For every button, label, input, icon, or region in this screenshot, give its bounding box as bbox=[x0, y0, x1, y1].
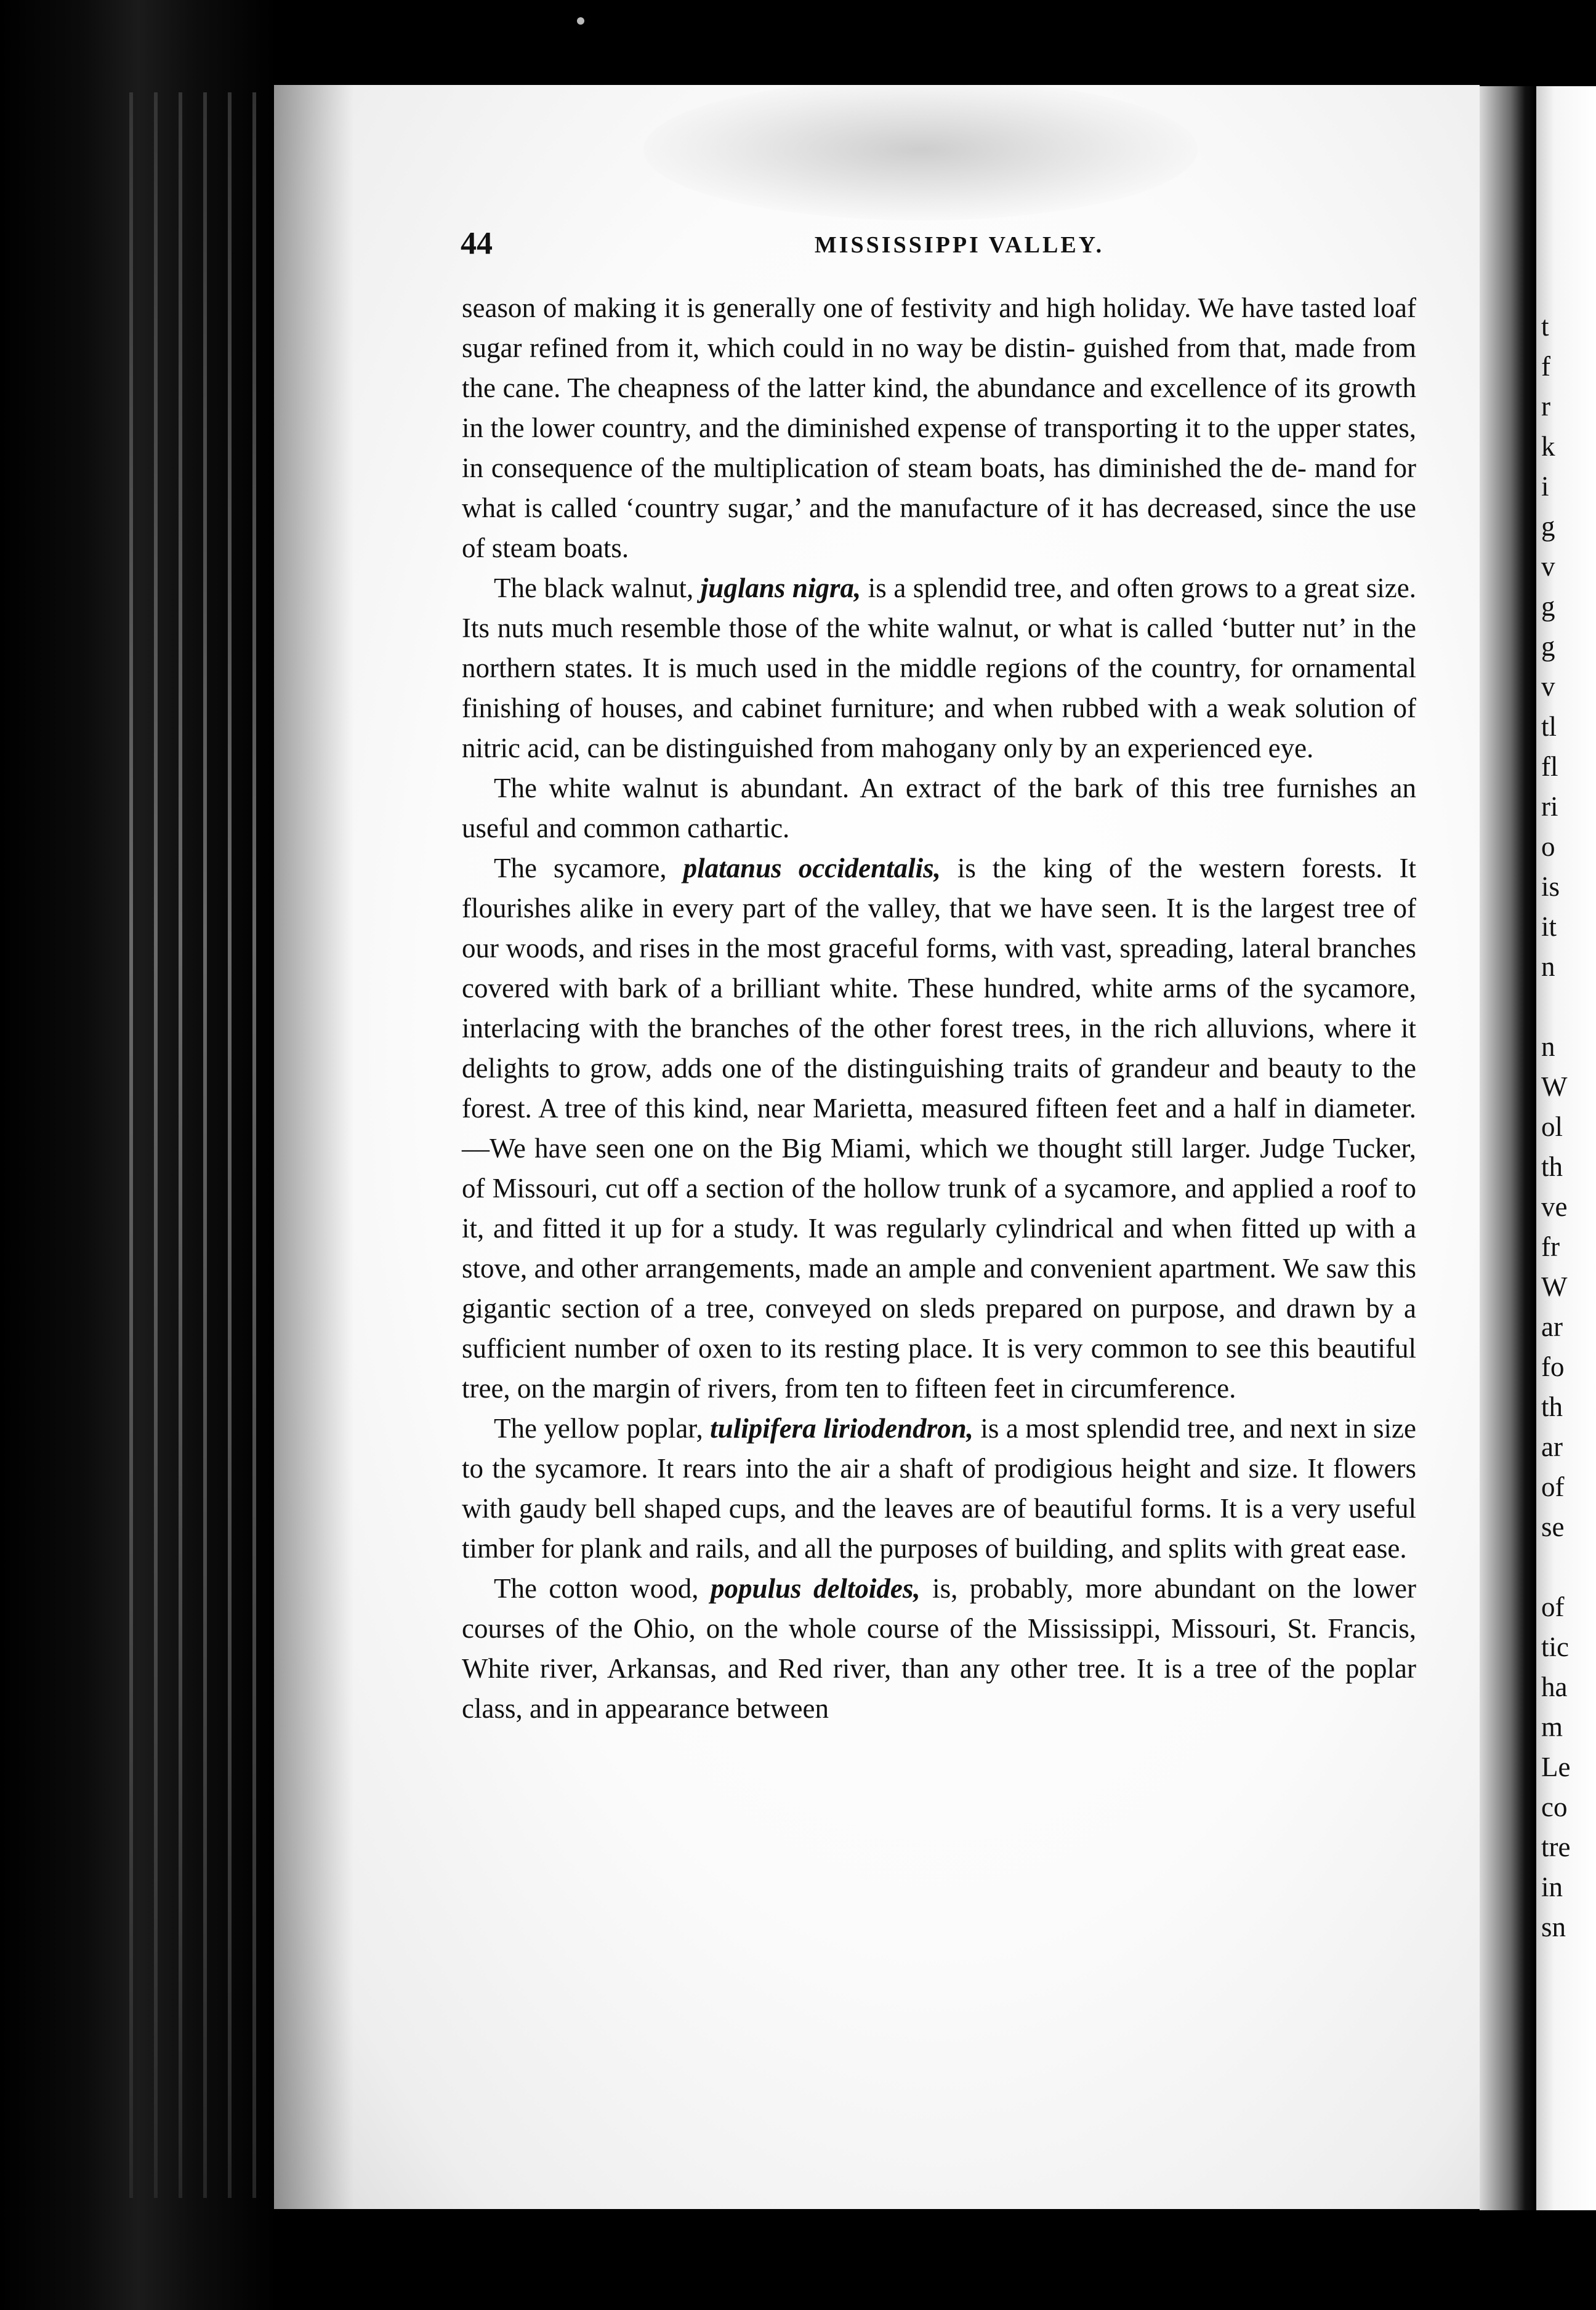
text-line: and the diminished expense of transporting it to the upper states, in bbox=[462, 412, 1416, 483]
paragraph-yellow-poplar bbox=[462, 1409, 1416, 1569]
facing-page-fragment: Le bbox=[1541, 1752, 1571, 1782]
facing-page-fragment bbox=[1541, 1547, 1596, 1587]
facing-page-fragment: of bbox=[1541, 1592, 1565, 1622]
book-gutter bbox=[1480, 86, 1536, 2210]
paragraph-lead: The cotton wood, bbox=[494, 1573, 711, 1604]
facing-page-fragment: r bbox=[1541, 391, 1550, 422]
book-page bbox=[274, 85, 1480, 2209]
page-edge-line bbox=[228, 92, 232, 2198]
paragraph-sycamore bbox=[462, 848, 1416, 1409]
page-edge-line bbox=[179, 92, 182, 2198]
facing-page-fragment: o bbox=[1541, 831, 1555, 862]
paragraph-lead: The yellow poplar, bbox=[494, 1413, 711, 1444]
book-binding-edge bbox=[0, 0, 277, 2310]
facing-page-fragment: in bbox=[1541, 1872, 1563, 1902]
facing-page-fragment: th bbox=[1541, 1391, 1563, 1422]
facing-page-fragment: i bbox=[1541, 471, 1549, 502]
facing-page-fragment: v bbox=[1541, 671, 1555, 702]
water-stain bbox=[643, 85, 1198, 220]
scientific-name: platanus occidentalis, bbox=[683, 853, 941, 883]
facing-page-fragment: co bbox=[1541, 1792, 1568, 1822]
page-edge-line bbox=[203, 92, 207, 2198]
page-edge-line bbox=[154, 92, 158, 2198]
facing-page-fragment: sn bbox=[1541, 1912, 1566, 1942]
text-line: kind, the abundance and excellence of its growth in the lower country, bbox=[462, 372, 1416, 443]
text-line: consequence of the multiplication of steam boats, has diminished the de- bbox=[491, 453, 1315, 483]
paragraph-black-walnut bbox=[462, 568, 1416, 768]
page-number: 44 bbox=[461, 226, 493, 261]
facing-page-fragment: W bbox=[1541, 1071, 1568, 1102]
facing-page-fragment: tre bbox=[1541, 1832, 1571, 1862]
facing-page-fragment: n bbox=[1541, 951, 1555, 982]
text-line: have tasted loaf sugar refined from it, which could in no way be distin- bbox=[462, 292, 1416, 363]
paragraph-body: is, probably, more abundant on the lower courses of the Ohio, on the whole course of the Mississippi, Missouri, St. Francis, White river, Arkansas, and Red river, than any other tree. It is a tree of the poplar class, and in appearance between bbox=[462, 1573, 1417, 1724]
text-line: season of making it is generally one of festivity and high holiday. We bbox=[462, 292, 1242, 323]
facing-page-fragment: ri bbox=[1541, 791, 1558, 822]
facing-page-fragment: ha bbox=[1541, 1672, 1568, 1702]
facing-page-fragment: tl bbox=[1541, 711, 1557, 742]
text-line: mand for what is called ‘country sugar,’ and the manufacture of it has bbox=[462, 453, 1416, 523]
facing-page bbox=[1536, 86, 1596, 2210]
facing-page-fragment: ar bbox=[1541, 1311, 1563, 1342]
body-text bbox=[462, 288, 1416, 1729]
facing-page-text bbox=[1541, 307, 1596, 1947]
paragraph-continued bbox=[462, 288, 1416, 568]
paragraph-cotton-wood bbox=[462, 1569, 1416, 1729]
facing-page-fragment: fr bbox=[1541, 1231, 1560, 1262]
facing-page-fragment bbox=[1541, 987, 1596, 1027]
facing-page-fragment: se bbox=[1541, 1511, 1565, 1542]
paragraph-white-walnut: The white walnut is abundant. An extract of the bark of this tree furnishes an useful and common cathartic. bbox=[462, 773, 1416, 843]
facing-page-fragment: fl bbox=[1541, 751, 1558, 782]
facing-page-fragment: th bbox=[1541, 1151, 1563, 1182]
scientific-name: juglans nigra, bbox=[700, 573, 861, 603]
facing-page-fragment: ar bbox=[1541, 1431, 1563, 1462]
facing-page-fragment: k bbox=[1541, 431, 1555, 462]
scientific-name: populus deltoides, bbox=[710, 1573, 921, 1604]
facing-page-fragment: g bbox=[1541, 591, 1555, 622]
text-line: decreased, since the use of steam boats. bbox=[462, 493, 1416, 563]
facing-page-fragment: ve bbox=[1541, 1191, 1568, 1222]
page-edge-line bbox=[129, 92, 133, 2198]
facing-page-fragment: tic bbox=[1541, 1632, 1569, 1662]
facing-page-fragment: W bbox=[1541, 1271, 1568, 1302]
page-edge-line bbox=[252, 92, 256, 2198]
facing-page-fragment: g bbox=[1541, 511, 1555, 542]
page-shadow bbox=[274, 85, 354, 2209]
running-head: MISSISSIPPI VALLEY. bbox=[814, 232, 1105, 258]
paragraph-body: is a most splendid tree, and next in size to the sycamore. It rears into the air a shaft of prodigious height and size. It flowers with gaudy bell shaped cups, and the leaves are of beautiful forms. It is a very useful timber for plank and rails, and all the purposes of building, and splits with great ease. bbox=[462, 1413, 1416, 1564]
scientific-name: tulipifera liriodendron, bbox=[710, 1413, 973, 1444]
page-header bbox=[461, 225, 1458, 275]
facing-page-fragment: of bbox=[1541, 1471, 1565, 1502]
paragraph-body: is a splendid tree, and often grows to a great size. Its nuts much resemble those of the white walnut, or what is called ‘butter nut’ in the northern states. It is much used in the middle regions of the country, for ornamental finishing of houses, and cabinet furniture; and when rubbed with a weak solution of nitric acid, can be distinguished from mahogany only by an experienced eye. bbox=[462, 573, 1416, 763]
facing-page-fragment: m bbox=[1541, 1712, 1563, 1742]
facing-page-fragment: it bbox=[1541, 911, 1557, 942]
paragraph-lead: The sycamore, bbox=[494, 853, 683, 883]
paragraph-lead: The black walnut, bbox=[494, 573, 701, 603]
text-line: guished from that, made from the cane. The cheapness of the latter bbox=[462, 332, 1416, 403]
facing-page-fragment: n bbox=[1541, 1031, 1555, 1062]
facing-page-fragment: v bbox=[1541, 551, 1555, 582]
paragraph-body: is the king of the western forests. It flourishes alike in every part of the valley, that we have seen. It is the largest tree of our woods, and rises in the most graceful forms, with vast, spreading, lateral branches covered with bark of a brilliant white. These hundred, white arms of the sycamore, interlacing with the branches of the other forest trees, in the rich alluvions, where it delights to grow, adds one of the distinguishing traits of grandeur and beauty to the forest. A tree of this kind, near Marietta, measured fifteen feet and a half in diameter.—We have seen one on the Big Miami, which we thought still larger. Judge Tucker, of Missouri, cut off a section of the hollow trunk of a sycamore, and applied a roof to it, and fitted it up for a study. It was regularly cylindrical and when fitted up with a stove, and other arrangements, made an ample and convenient apartment. We saw this gigantic section of a tree, conveyed on sleds prepared on purpose, and drawn by a sufficient number of oxen to its resting place. It is very common to see this beautiful tree, on the margin of rivers, from ten to fifteen feet in circumference. bbox=[462, 853, 1416, 1404]
facing-page-fragment: ol bbox=[1541, 1111, 1563, 1142]
dust-speck bbox=[577, 17, 584, 25]
facing-page-fragment: f bbox=[1541, 351, 1550, 382]
facing-page-fragment: g bbox=[1541, 631, 1555, 662]
facing-page-fragment: fo bbox=[1541, 1351, 1565, 1382]
facing-page-fragment: t bbox=[1541, 311, 1549, 342]
facing-page-fragment: is bbox=[1541, 871, 1560, 902]
